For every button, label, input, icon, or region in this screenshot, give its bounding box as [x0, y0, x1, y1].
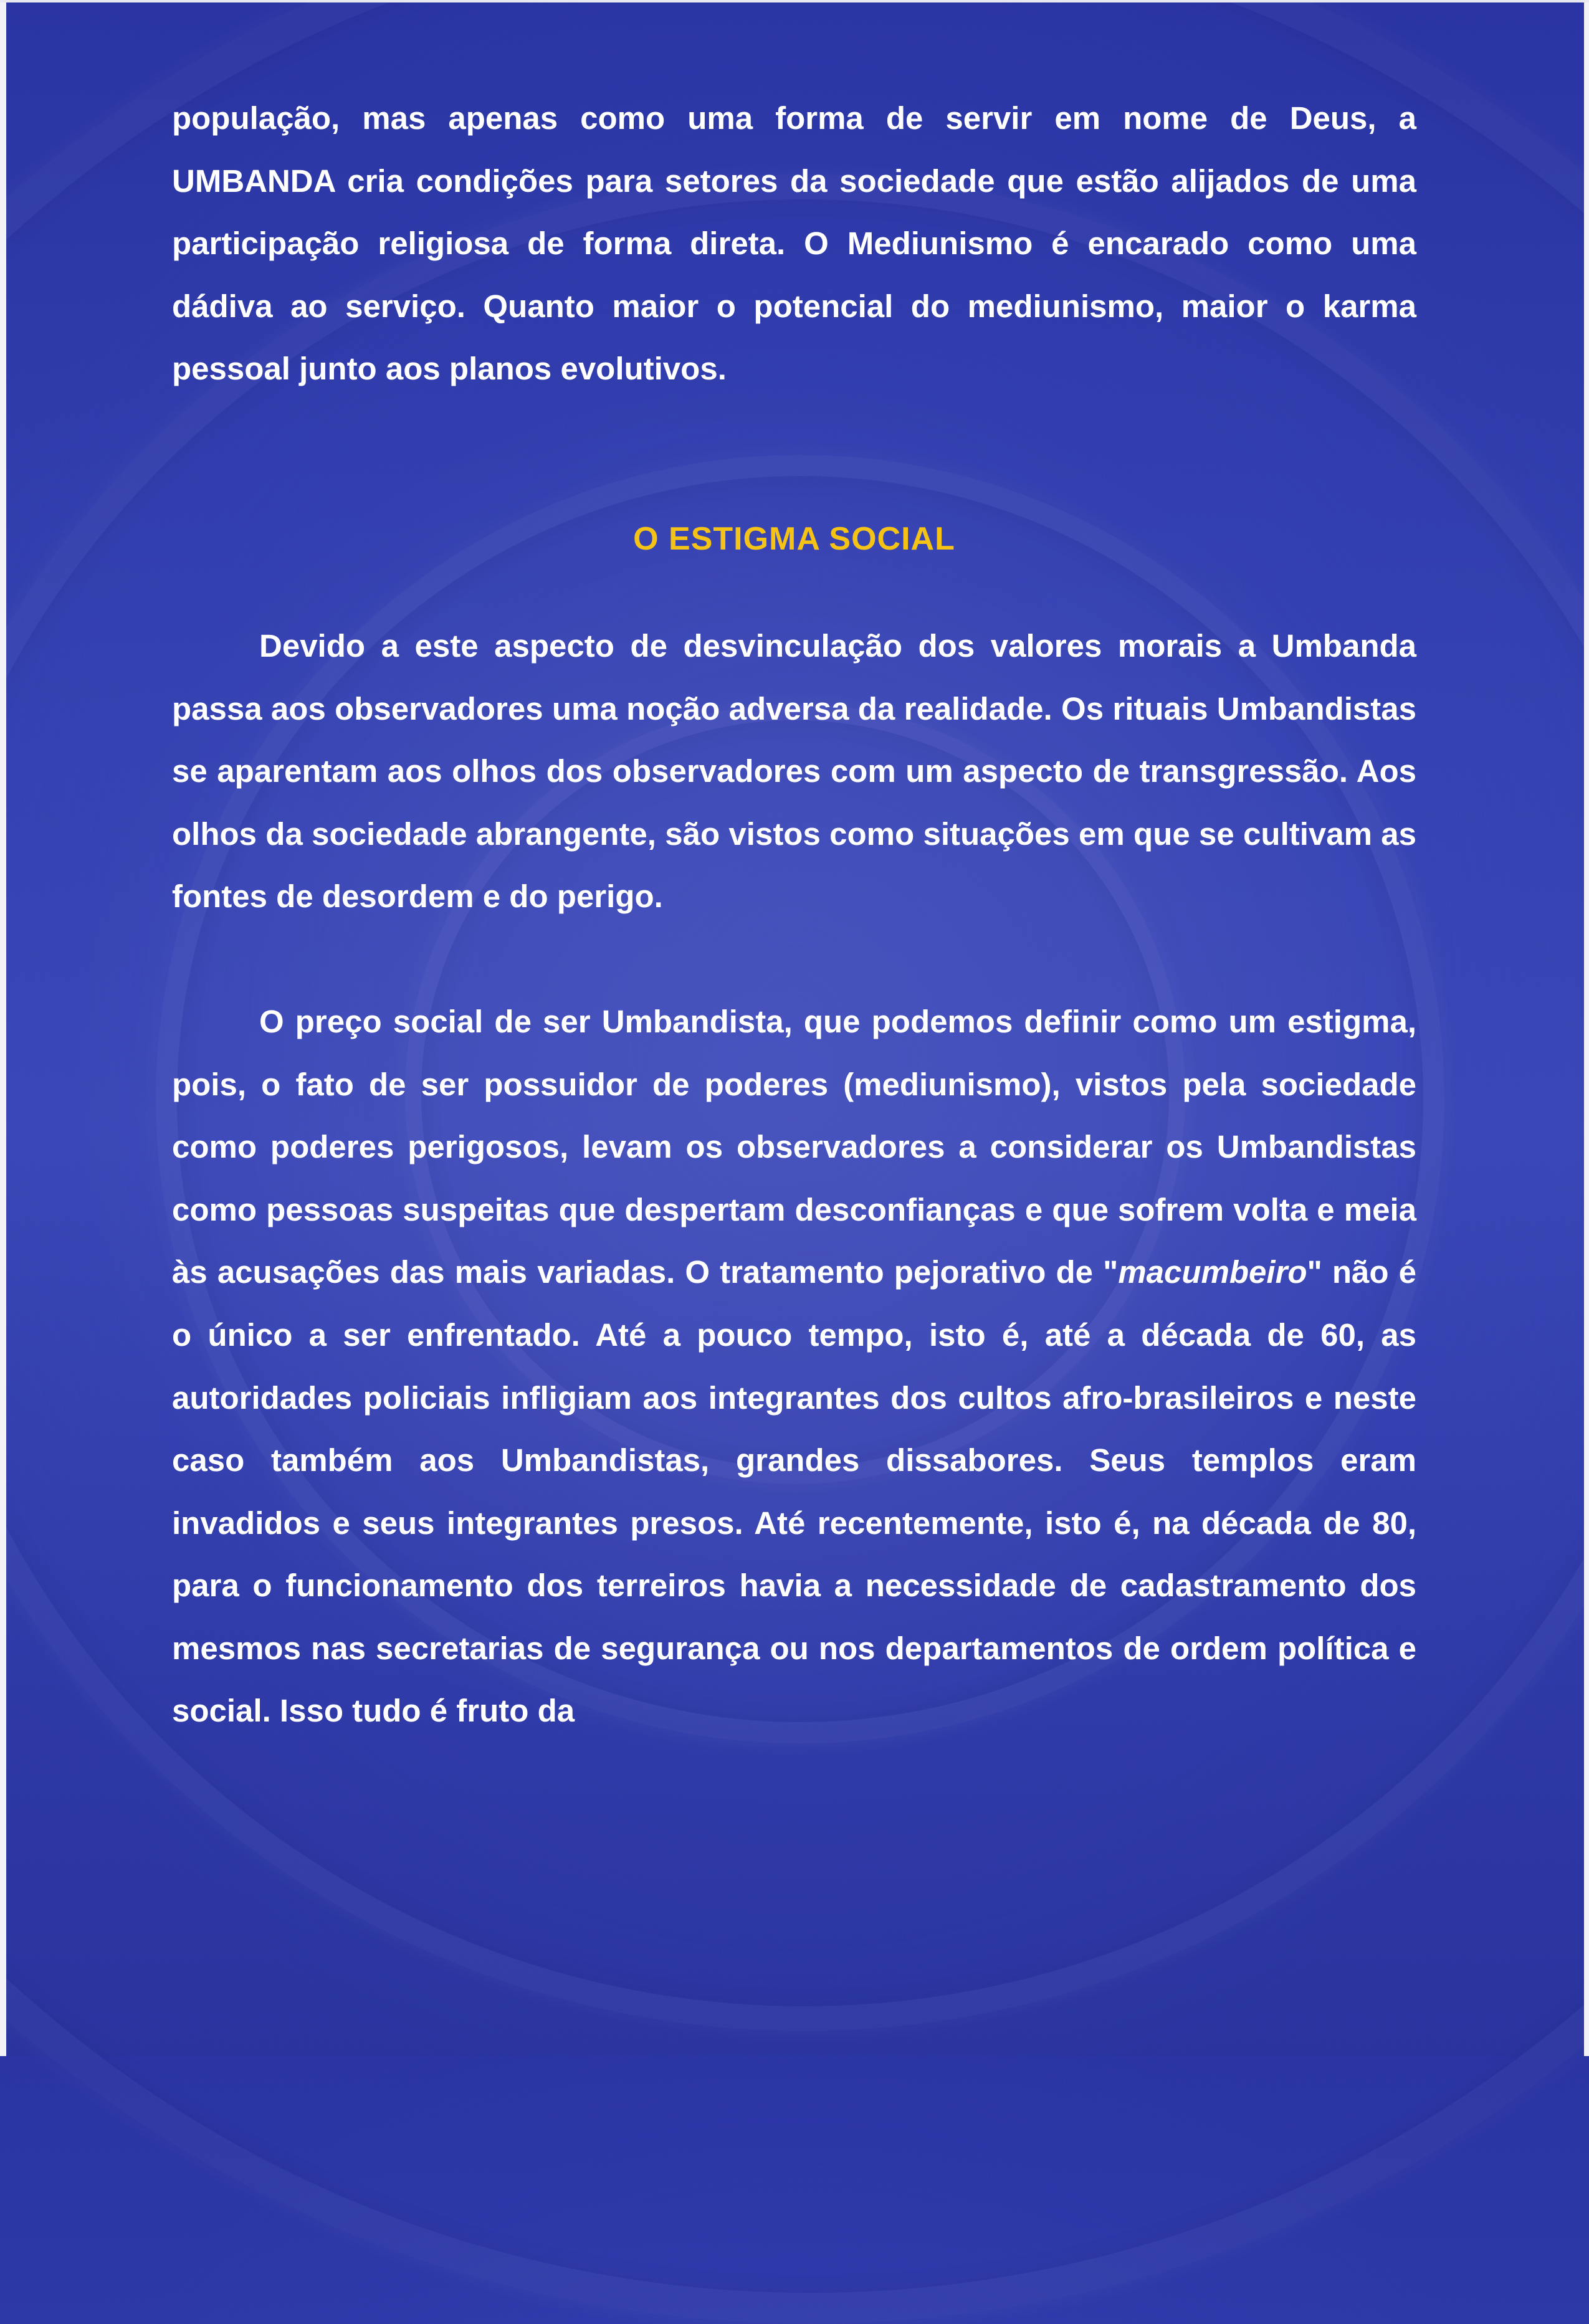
paragraph-social-price: [172, 991, 1416, 1743]
page-edge-left: [0, 0, 6, 2056]
paragraph-stigma-aspect: Devido a este aspecto de desvinculação dos valores morais a Umbanda passa aos observadores uma noção adversa da realidade. Os rituais Umbandistas se aparentam aos olhos dos observadores com um aspecto de transgressão. Aos olhos da sociedade abrangente, são vistos como situações em que se cultivam as fontes de desordem e do perigo.: [172, 627, 1416, 915]
section-title: O ESTIGMA SOCIAL: [633, 520, 955, 557]
paragraph-text-part: " não é o único a ser enfrentado. Até a pouco tempo, isto é, até a década de 60, as autoridades policiais infligiam aos integrantes dos cultos afro-brasileiros e neste caso também aos Umbandistas, grandes dissabores. Seus templos eram invadidos e seus integrantes presos. Até recentemente, isto é, na década de 80, para o funcionamento dos terreiros havia a necessidade de cadastramento dos mesmos nas secretarias de segurança ou nos departamentos de ordem política e social. Isso tudo é fruto da: [172, 1254, 1416, 1729]
spacer: [172, 928, 1416, 991]
page-edge-top: [0, 0, 1589, 2]
paragraph-text-part: O preço social de ser Umbandista, que podemos definir como um estigma, pois, o fato de ser possuidor de poderes (mediunismo), vistos pela sociedade como poderes perigosos, levam os observadores a considerar os Umbandistas como pessoas suspeitas que despertam desconfianças e que sofrem volta e meia às acusações das mais variadas. O tratamento pejorativo de ": [172, 1003, 1416, 1290]
paragraph-intro: população, mas apenas como uma forma de servir em nome de Deus, a UMBANDA cria condições para setores da sociedade que estão alijados de uma participação religiosa de forma direta. O Mediunismo é encarado como uma dádiva ao serviço. Quanto maior o potencial do mediunismo, maior o karma pessoal junto aos planos evolutivos.: [172, 100, 1416, 387]
document-body: [172, 87, 1416, 1743]
spacer: [172, 570, 1416, 615]
quoted-term-macumbeiro: macumbeiro: [1118, 1254, 1307, 1290]
spacer: [172, 401, 1416, 508]
page-edge-right: [1584, 0, 1589, 2056]
